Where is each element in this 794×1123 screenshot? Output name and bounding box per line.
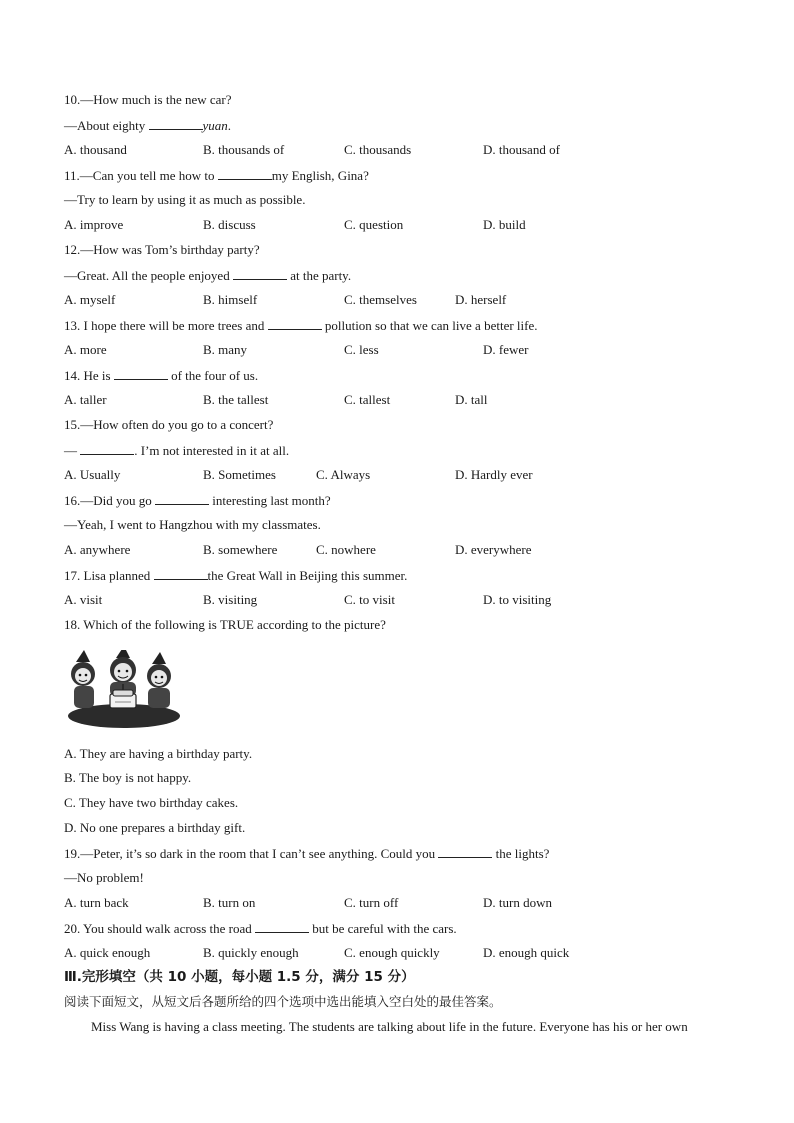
option-d: D. Hardly ever (455, 467, 533, 482)
question-19-stem: 19.—Peter, it’s so dark in the room that I can’t see anything. Could you the lights? (64, 846, 550, 861)
option-a: A. improve (64, 217, 124, 232)
option-a: A. quick enough (64, 945, 151, 960)
option-a: A. taller (64, 392, 107, 407)
question-15-reply: — . I’m not interested in it at all. (64, 443, 290, 458)
question-15-stem: 15.—How often do you go to a concert? (64, 417, 274, 432)
section-instruction: 阅读下面短文，从短文后各题所给的四个选项中选出能填入空白处的最佳答案。 (64, 994, 502, 1009)
option-b: B. thousands of (203, 142, 285, 157)
question-19-reply: —No problem! (64, 870, 144, 885)
question-11-reply: —Try to learn by using it as much as possible. (64, 192, 306, 207)
option-d: D. tall (455, 392, 488, 407)
option-d: D. thousand of (483, 142, 560, 157)
answer-blank (268, 317, 322, 330)
question-12-stem: 12.—How was Tom’s birthday party? (64, 242, 260, 257)
option-c: C. themselves (344, 292, 417, 307)
option-d: D. fewer (483, 342, 529, 357)
option-a: A. more (64, 342, 107, 357)
option-a: A. thousand (64, 142, 127, 157)
question-20-stem: 20. You should walk across the road but be careful with the cars. (64, 921, 457, 936)
question-16-stem: 16.—Did you go interesting last month? (64, 493, 331, 508)
answer-blank (438, 845, 492, 858)
question-12-reply: —Great. All the people enjoyed at the party. (64, 268, 352, 283)
question-18-stem: 18. Which of the following is TRUE according to the picture? (64, 617, 386, 632)
question-10-stem: 10.—How much is the new car? (64, 92, 232, 107)
option-a: A. visit (64, 592, 103, 607)
option-a: A. turn back (64, 895, 129, 910)
answer-blank (233, 267, 287, 280)
option-c: C. enough quickly (344, 945, 440, 960)
answer-blank (80, 442, 134, 455)
option-b: B. discuss (203, 217, 256, 232)
option-b: B. Sometimes (203, 467, 276, 482)
option-d: D. enough quick (483, 945, 570, 960)
option-d: D. No one prepares a birthday gift. (64, 820, 246, 835)
answer-blank (218, 167, 272, 180)
question-13-stem: 13. I hope there will be more trees and pollution so that we can live a better life. (64, 318, 538, 333)
option-d: D. to visiting (483, 592, 552, 607)
option-a: A. They are having a birthday party. (64, 746, 253, 761)
question-17-stem: 17. Lisa planned the Great Wall in Beijing this summer. (64, 568, 408, 583)
option-a: A. myself (64, 292, 116, 307)
question-14-stem: 14. He is of the four of us. (64, 368, 259, 383)
option-c: C. They have two birthday cakes. (64, 795, 239, 810)
option-c: C. question (344, 217, 404, 232)
answer-blank (155, 492, 209, 505)
option-d: D. build (483, 217, 526, 232)
option-d: D. turn down (483, 895, 552, 910)
question-16-reply: —Yeah, I went to Hangzhou with my classmates. (64, 517, 321, 532)
option-c: C. nowhere (316, 542, 376, 557)
answer-blank (255, 920, 309, 933)
option-b: B. turn on (203, 895, 256, 910)
option-c: C. turn off (344, 895, 399, 910)
option-b: B. The boy is not happy. (64, 770, 192, 785)
option-b: B. somewhere (203, 542, 278, 557)
option-c: C. tallest (344, 392, 391, 407)
answer-blank (114, 367, 168, 380)
option-b: B. himself (203, 292, 258, 307)
option-c: C. Always (316, 467, 371, 482)
option-b: B. the tallest (203, 392, 269, 407)
option-d: D. herself (455, 292, 507, 307)
answer-blank (154, 567, 208, 580)
birthday-party-illustration-icon (66, 650, 182, 730)
answer-blank (149, 117, 203, 130)
section-heading: Ⅲ.完形填空（共 10 小题，每小题 1.5 分，满分 15 分） (64, 969, 415, 985)
option-d: D. everywhere (455, 542, 532, 557)
option-c: C. less (344, 342, 379, 357)
option-a: A. Usually (64, 467, 121, 482)
option-c: C. thousands (344, 142, 412, 157)
question-11-stem: 11.—Can you tell me how to my English, Gina? (64, 168, 369, 183)
option-b: B. visiting (203, 592, 258, 607)
question-10-reply: —About eighty yuan. (64, 118, 232, 133)
option-c: C. to visit (344, 592, 395, 607)
option-b: B. many (203, 342, 248, 357)
option-a: A. anywhere (64, 542, 131, 557)
option-b: B. quickly enough (203, 945, 299, 960)
passage-text: Miss Wang is having a class meeting. The students are talking about life in the future. Everyone has his or her own (91, 1019, 688, 1034)
